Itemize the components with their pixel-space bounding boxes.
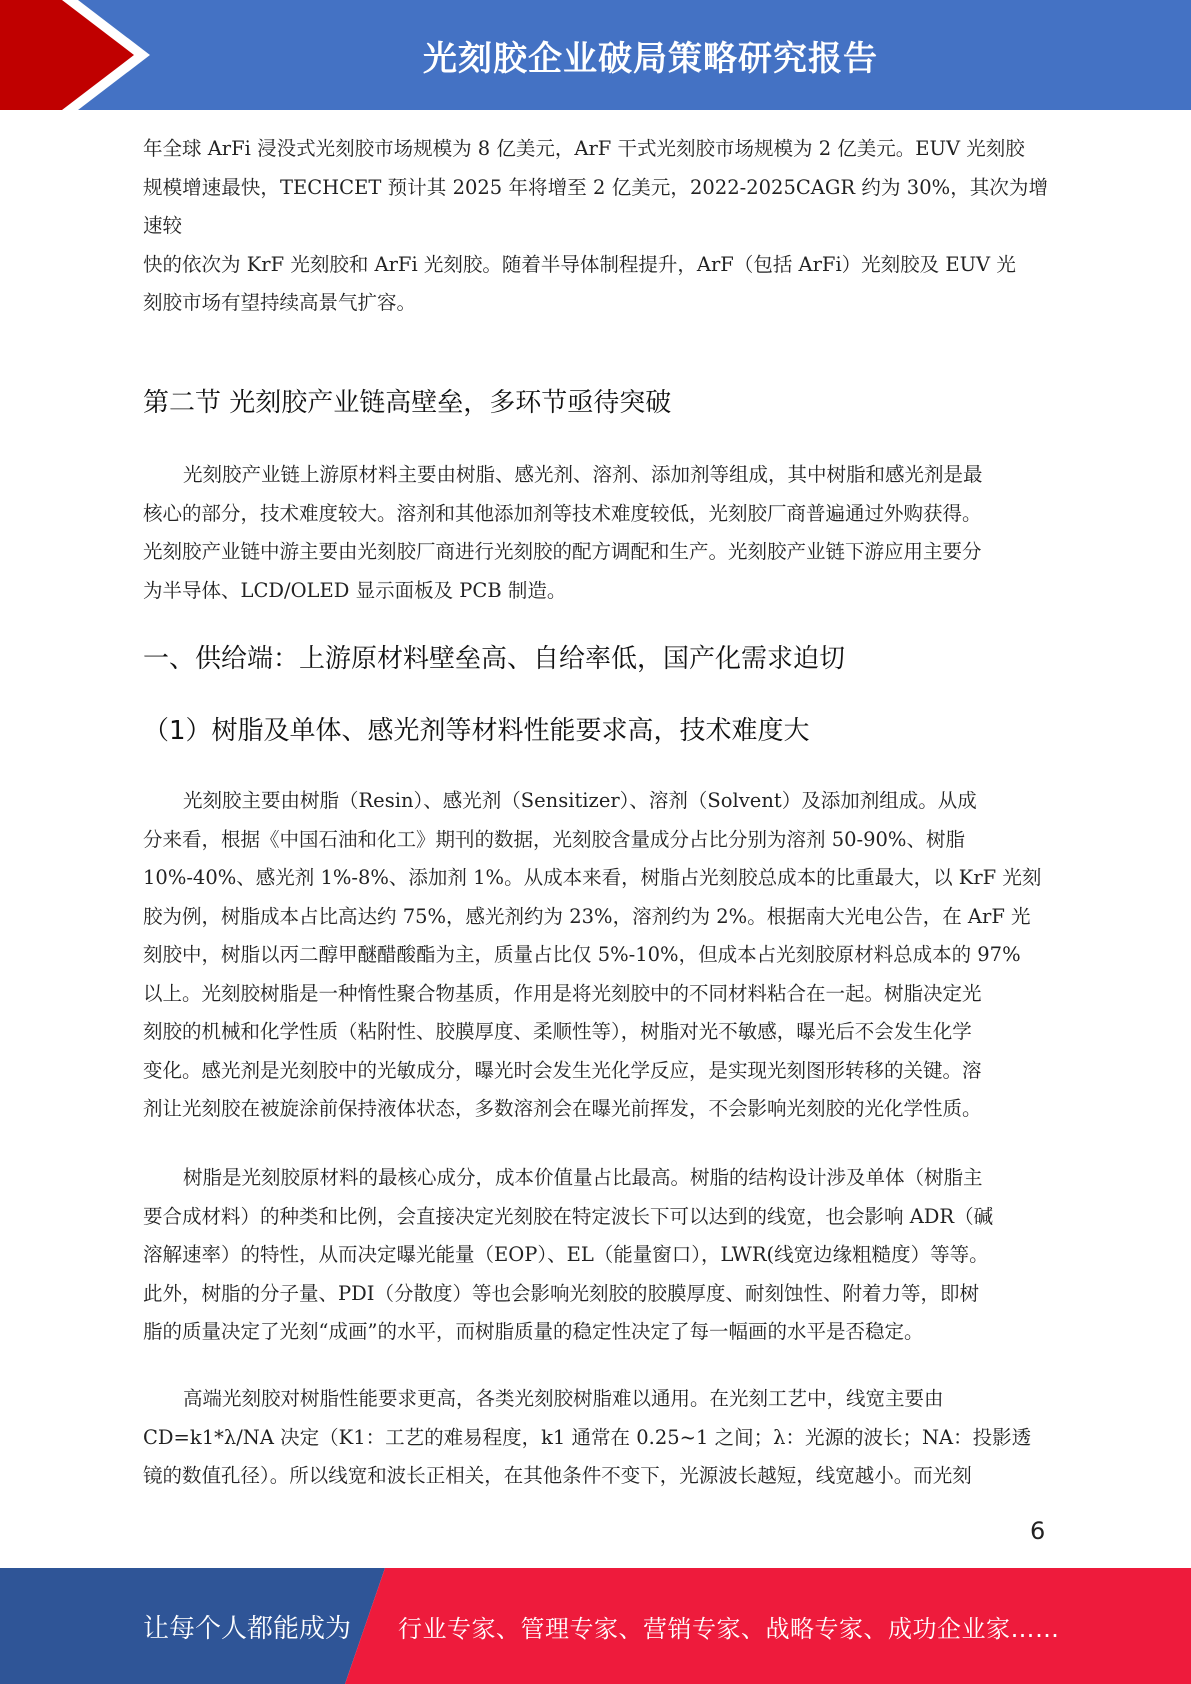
text-line: 刻胶市场有望持续高景气扩容。 — [143, 291, 417, 314]
paragraph-resin — [143, 1159, 1048, 1352]
intro-paragraph — [143, 130, 1048, 323]
document-title: 光刻胶企业破局策略研究报告 — [423, 38, 878, 79]
paragraph-high-end — [143, 1380, 1048, 1496]
paragraph-composition — [143, 782, 1048, 1129]
text-line: 10%-40%、感光剂 1%-8%、添加剂 1%。从成本来看，树脂占光刻胶总成本的比重最大，以 KrF 光刻 — [143, 866, 1042, 889]
sub-subsection-heading: （1）树脂及单体、感光剂等材料性能要求高，技术难度大 — [143, 716, 810, 746]
footer-slogan-left: 让每个人都能成为 — [143, 1613, 352, 1644]
subsection-heading: 一、供给端：上游原材料壁垒高、自给率低，国产化需求迫切 — [143, 644, 846, 674]
text-line: 此外，树脂的分子量、PDI（分散度）等也会影响光刻胶的胶膜厚度、耐刻蚀性、附着力等，即树 — [143, 1281, 979, 1305]
text-line: 规模增速最快，TECHCET 预计其 2025 年将增至 2 亿美元，2022-2025CAGR 约为 30%，其次为增速较 — [143, 175, 1048, 237]
text-line: 高端光刻胶对树脂性能要求更高，各类光刻胶树脂难以通用。在光刻工艺中，线宽主要由 — [183, 1387, 944, 1410]
text-line: 光刻胶主要由树脂（Resin）、感光剂（Sensitizer）、溶剂（Solvent）及添加剂组成。从成 — [183, 789, 977, 812]
section-heading: 第二节 光刻胶产业链高壁垒，多环节亟待突破 — [143, 388, 672, 418]
page-number: 6 — [1030, 1517, 1046, 1545]
text-line: 胶为例，树脂成本占比高达约 75%，感光剂约为 23%，溶剂约为 2%。根据南大光电公告，在 ArF 光 — [143, 904, 1031, 928]
footer-slogan-right: 行业专家、管理专家、营销专家、战略专家、成功企业家…… — [398, 1614, 1060, 1643]
paragraph-industry-chain — [143, 456, 1048, 610]
text-line: 刻胶中，树脂以丙二醇甲醚醋酸酯为主，质量占比仅 5%-10%，但成本占光刻胶原材料总成本的 97% — [143, 943, 1021, 966]
text-line: 树脂是光刻胶原材料的最核心成分，成本价值量占比最高。树脂的结构设计涉及单体（树脂主 — [183, 1166, 983, 1189]
text-line: 刻胶的机械和化学性质（粘附性、胶膜厚度、柔顺性等），树脂对光不敏感，曝光后不会发生化学 — [143, 1020, 972, 1043]
text-line: 核心的部分，技术难度较大。溶剂和其他添加剂等技术难度较低，光刻胶厂商普遍通过外购获得。 — [143, 501, 982, 525]
text-line: 要合成材料）的种类和比例，会直接决定光刻胶在特定波长下可以达到的线宽，也会影响 ADR（碱 — [143, 1204, 994, 1228]
text-line: 快的依次为 KrF 光刻胶和 ArFi 光刻胶。随着半导体制程提升，ArF（包括 ArFi）光刻胶及 EUV 光 — [143, 252, 1016, 276]
text-line: 溶解速率）的特性，从而决定曝光能量（EOP）、EL（能量窗口），LWR(线宽边缘粗糙度）等等。 — [143, 1243, 989, 1266]
text-line: 光刻胶产业链上游原材料主要由树脂、感光剂、溶剂、添加剂等组成，其中树脂和感光剂是最 — [183, 463, 983, 486]
text-line: 分来看，根据《中国石油和化工》期刊的数据，光刻胶含量成分占比分别为溶剂 50-90%、树脂 — [143, 827, 965, 851]
text-line: 为半导体、LCD/OLED 显示面板及 PCB 制造。 — [143, 578, 567, 602]
text-line: 镜的数值孔径）。所以线宽和波长正相关，在其他条件不变下，光源波长越短，线宽越小。而光刻 — [143, 1464, 972, 1487]
footer-band — [0, 1568, 1191, 1684]
header-band — [0, 0, 1191, 110]
text-line: 脂的质量决定了光刻“成画”的水平，而树脂质量的稳定性决定了每一幅画的水平是否稳定。 — [143, 1320, 924, 1343]
text-line: CD=k1*λ/NA 决定（K1：工艺的难易程度，k1 通常在 0.25~1 之间；λ：光源的波长；NA：投影透 — [143, 1425, 1032, 1449]
text-line: 剂让光刻胶在被旋涂前保持液体状态，多数溶剂会在曝光前挥发，不会影响光刻胶的光化学性质。 — [143, 1097, 982, 1120]
text-line: 光刻胶产业链中游主要由光刻胶厂商进行光刻胶的配方调配和生产。光刻胶产业链下游应用主要分 — [143, 540, 982, 563]
text-line: 以上。光刻胶树脂是一种惰性聚合物基质，作用是将光刻胶中的不同材料粘合在一起。树脂决定光 — [143, 981, 982, 1005]
text-line: 变化。感光剂是光刻胶中的光敏成分，曝光时会发生光化学反应，是实现光刻图形转移的关键。溶 — [143, 1058, 982, 1082]
text-line: 年全球 ArFi 浸没式光刻胶市场规模为 8 亿美元，ArF 干式光刻胶市场规模为 2 亿美元。EUV 光刻胶 — [143, 137, 1025, 160]
